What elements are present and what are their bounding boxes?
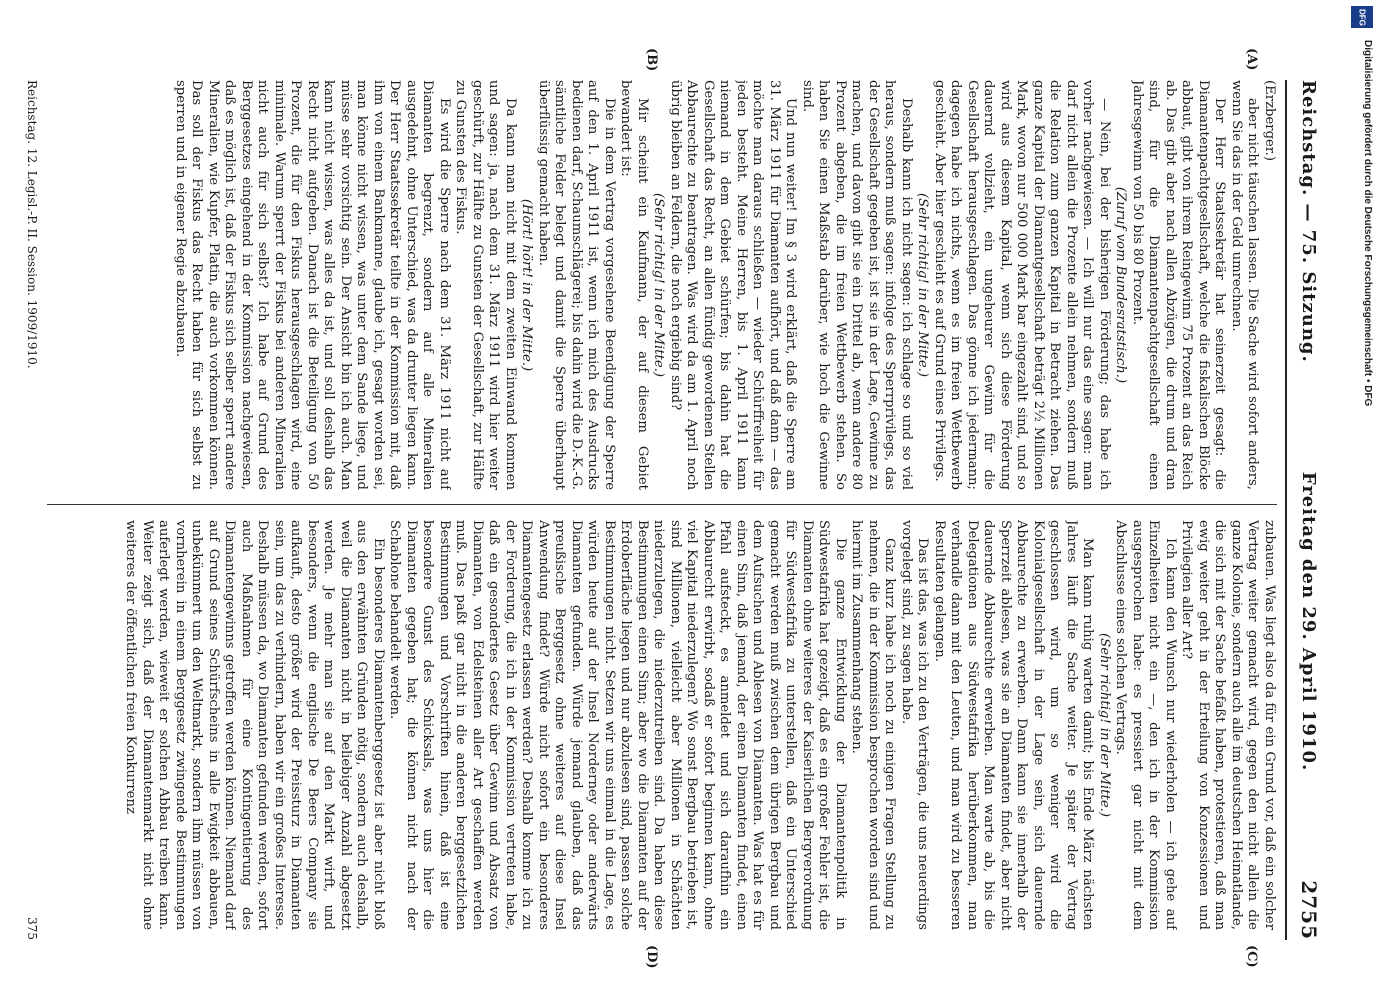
page-number: 2755 (1297, 880, 1321, 940)
left-column (47, 80, 1277, 490)
dfg-logo-text: DFG (1357, 8, 1367, 26)
footer-sheet-number: 375 (25, 917, 39, 940)
interjection: (Sehr richtig! in der Mitte.) (1097, 633, 1112, 817)
interjection: (Sehr richtig! in der Mitte.) (915, 193, 931, 377)
paragraph: Ich kann den Wunsch nur wiederholen — ich gehe auf Einzelheiten nicht ein —, den ich in der Kommission ausgesprochen habe: es pressiert gar nicht mit dem Abschlusse eines solchen Vertrags. (1113, 520, 1178, 930)
digitization-credit: Digitalisierung gefördert durch die Deutsche Forschungsgemeinschaft • DFG (1362, 40, 1373, 407)
paragraph: Deshalb kann ich nicht sagen: ich schlage so und so viel heraus, sondern muß sagen: infolge des Sperrprivilegs, das der Gesellschaft gegeben ist, ist sie in der Lage, Gewinne zu machen, und davon gibt sie ein Drittel ab, wenn andere 80 Prozent abgeben, die im freien Wettbewerb stehen. So haben Sie einen Maßstab darüber, wie hoch die Gewinne sind. (800, 80, 914, 490)
paragraph: Ein besonderes Diamantenberggesetz ist aber nicht bloß aus den erwähnten Gründen nötig, sondern auch deshalb, weil die Diamanten nicht in beliebiger Anzahl abgesetzt werden. Je mehr man sie auf den Markt wirft, und besonders, wenn die englische De Beers Company sie aufkauft, desto größer wird der Preissturz in Diamanten sein, um das zu verhindern, haben wir ein großes Interesse. Deshalb müssen da, wo Diamanten gefunden werden, sofort auch Maßnahmen für eine Kontingentierung des Diamantengewinns getroffen werden können. Niemand darf auf Grund seines Schürfscheins in alle Ewigkeit abbauen, unbekümmert um den Weltmarkt, sondern ihm müssen von vornherein in einem Berggesetz zwingende Bestimmungen auferlegt werden, wieweit er solchen Abbau treiben kann. Weiter zeigt sich, daß der Diamantenmarkt nicht ohne weiteres der öffentlichen freien Konkurrenz (123, 520, 386, 930)
paragraph: zubauen. Was liegt also da für ein Grund vor, daß ein solcher Vertrag weiter gemacht wird, gegen den nicht allein die ganze Kolonie, sondern auch alle im deutschen Heimatlande, die sich mit der Sache befaßt haben, protestieren, daß man ewig weiter geht in der Erteilung von Konzessionen und Privilegien aller Art? (1179, 520, 1277, 930)
marker-c: (C) (1244, 945, 1259, 968)
marker-d: (D) (644, 945, 659, 969)
paragraph: Es wird die Sperre nach dem 31. März 1911 nicht auf Diamanten begrenzt, sondern auf alle Mineralien ausgedehnt, ohne Unterschied, was da drunter liegen kann. Der Herr Staatssekretär teilte in der Kommission mit, daß ihm von einem Bankmanne, glaube ich, gesagt worden sei, man könne nicht wissen, was unter dem Sande liege, und müsse sehr vorsichtig sein. Der Ansicht bin ich auch. Man kann nicht wissen, was alles da ist, und soll deshalb das Recht nicht aufgeben. Danach ist die Beteiligung von 50 Prozent, die für den Fiskus herausgeschlagen wird, eine minimale. Warum sperrt der Fiskus bei anderen Mineralien nicht auch für sich selbst? Ich habe auf Grund des Berggesetzes eingehend in der Kommission nachgewiesen, daß es möglich ist, daß der Fiskus sich selber sperrt andere Mineralien, wie Kupfer, Platin, die auch vorkommen können. Das soll der Fiskus das Recht haben für sich selbst zu sperren und in eigener Regie abzubauen. (173, 80, 452, 490)
paragraph: Die in dem Vertrag vorgesehene Beendigung der Sperre auf den 1. April 1911 ist, wenn ich mich des Ausdrucks bedienen darf, Schaumschlägerei; bis dahin wird die D.-K.-G. sämtliche Felder belegt und damit die Sperre überhaupt überflüssig gemacht haben. (536, 80, 617, 490)
header-date: Freitag den 29. April 1910. (1298, 471, 1320, 772)
footer-legislature: Reichstag. 12. Legisl.-P. II. Session. 1909/1910. (25, 80, 39, 369)
page-header (1289, 80, 1329, 940)
paragraph: Da kann man nicht mit dem zweiten Einwand kommen und sagen: ja, nach dem 31. März 1911 wird hier weiter geschürft, zur Hälfte zu Gunsten der Gesellschaft, zur Hälfte zu Gunsten des Fiskus. (453, 80, 518, 490)
page-footer (25, 80, 39, 940)
column-divider (47, 504, 1277, 505)
paragraph: Mir scheint ein Kaufmann, der auf diesem Gebiet bewandert ist: (618, 80, 650, 490)
rotated-newspaper-page (9, 20, 1339, 980)
paragraph: aber nicht täuschen lassen. Die Sache wird sofort anders, wenn Sie das in der Geld umrechnen. (1229, 80, 1261, 490)
header-session: Reichstag. — 75. Sitzung. (1298, 80, 1320, 363)
paragraph: — Nein, bei der bisherigen Förderung; das habe ich vorher nachgewiesen. — Ich will nur das eine sagen: man darf nicht allein die Prozente allein nehmen, sondern muß die Relation zum ganzen Kapital in Betracht ziehen. Das ganze Kapital der Diamantgesellschaft beträgt 2½ Millionen Mark, wovon nur 500 000 Mark bar eingezahlt sind, und so wird aus diesem Kapital, wenn sich diese Förderung dauernd vollzieht, ein ungeheurer Gewinn für die Gesellschaft herausgeschlagen. Das gönne ich jedermann; dagegen habe ich nichts, wenn es im freien Wettbewerb geschieht. Aber hier geschieht es auf Grund eines Privilegs. (932, 80, 1112, 490)
paragraph: Das ist das, was ich zu den Verträgen, die uns neuerdings vorgelegt sind, zu sagen habe. (899, 520, 931, 930)
right-column (47, 520, 1277, 930)
dfg-logo (1351, 6, 1373, 28)
interjection: (Zuruf vom Bundesratstisch.) (1113, 186, 1129, 384)
paragraph: (Erzberger.) (1262, 80, 1277, 162)
paragraph: Und nun weiter! Im § 3 wird erklärt, daß die Sperre am 31. März 1911 für Diamanten aufhört, und daß dann — das möchte man daraus schließen — wieder Schürffreiheit für jeden besteht. Meine Herren, bis 1. April 1911 kann niemand in dem Gebiet schürfen; bis dahin hat die Gesellschaft das Recht, an allen fündig gewordenen Stellen Abbaurechte zu beantragen. Was wird da am 1. April noch übrig bleiben an Feldern, die noch ergiebig sind? (668, 80, 799, 490)
paragraph: Ganz kurz habe ich noch zu einigen Fragen Stellung zu nehmen, die in der Kommission besprochen worden sind und hiermit im Zusammenhang stehen. (849, 520, 898, 930)
marker-b: (B) (644, 48, 659, 72)
paragraph: Man kann ruhig warten damit; bis Ende März nächsten Jahres läuft die Sache weiter. Je später der Vertrag geschlossen wird, um so weniger wird die Kolonialgesellschaft in der Lage sein, sich dauernde Abbaurechte zu erwerben. Dann kann sie innerhalb der Sperrzeit ablesen, was sie an Diamanten findet, aber nicht dauernde Abbaurechte erwerben. Man warte ab, bis die Delegationen aus Südwestafrika herüberkommen, man verhandle dann mit den Leuten, und man wird zu besseren Resultaten gelangen. (932, 520, 1096, 930)
interjection: (Hört! hört! in der Mitte.) (519, 198, 535, 372)
header-rule (1285, 80, 1287, 940)
interjection: (Sehr richtig! in der Mitte.) (651, 193, 667, 377)
marker-a: (A) (1244, 48, 1259, 71)
paragraph: Die ganze Entwicklung der Diamantenpolitik in Südwestafrika hat gezeigt, daß es ein großer Fehler ist, die Diamanten ohne weiteres der Kaiserlichen Bergverordnung für Südwestafrika zu unterstellen, daß ein Unterschied gemacht werden muß zwischen dem übrigen Bergbau und dem Aufsuchen und Ablesen von Diamanten. Was hat es für einen Sinn, daß jemand, der einen Diamanten findet, einen Pfahl aufsteckt, es anmeldet und sich daraufhin ein Abbaurecht erwirbt, sodaß er sofort beginnen kann, ohne viel Kapital niederzulegen? Wo sonst Bergbau betrieben ist, sind Millionen, vielleicht aber Millionen in Schächten niederzulegen, die niederzutreiben sind. Da haben diese Bestimmungen einen Sinn; aber wo die Diamanten auf der Erdoberfläche liegen und nur abzulesen sind, passen solche Bestimmungen nicht. Setzen wir uns einmal in die Lage, es würden heute auf der Insel Norderney oder anderwärts Diamanten gefunden. Würde jemand glauben, daß das preußische Berggesetz ohne weiteres auf diese Insel Anwendung findet? Würde nicht sofort ein besonderes Diamantengesetz erlassen werden? Deshalb komme ich zu der Forderung, die ich in der Kommission vertreten habe, daß ein gesondertes Gesetz über Gewinn und Absatz von Diamanten, von Edelsteinen aller Art geschaffen werden muß. Das paßt gar nicht in die anderen berggesetzlichen Bestimmungen und Vorschriften hinein, daß ist eine besondere Gunst des Schicksals, was uns hier die Diamanten gegeben hat; die können nicht nach der Schablone behandelt werden. (387, 520, 848, 930)
paragraph: Der Herr Staatssekretär hat seinerzeit gesagt: die Diamantenpachtgesellschaft, welche die fiskalischen Blöcke abbaut, gibt von ihrem Reingewinn 75 Prozent an das Reich ab. Das gibt aber nach allen Abzügen, die drum und dran sind, für die Diamantenpachtgesellschaft einen Jahresgewinn von 50 bis 80 Prozent. (1130, 80, 1228, 490)
